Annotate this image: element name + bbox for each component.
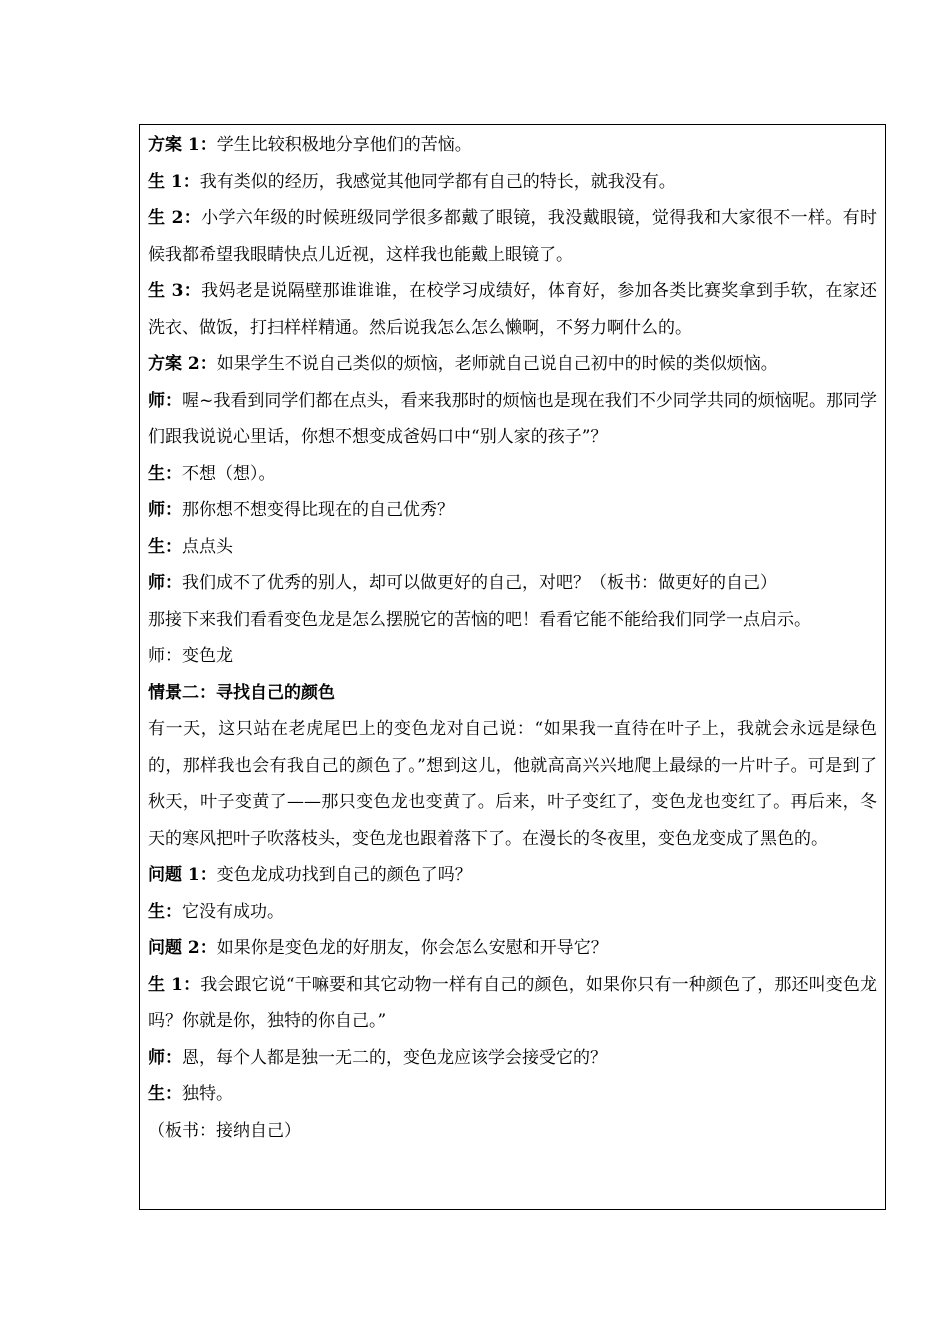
- document-frame: [139, 124, 886, 1210]
- paragraph-plan-1: [148, 127, 877, 164]
- paragraph-text: 我妈老是说隔壁那谁谁谁，在校学习成绩好，体育好，参加各类比赛奖拿到手软，在家还洗衣、做饭，打扫样样精通。然后说我怎么怎么懒啊，不努力啊什么的。: [148, 281, 878, 338]
- paragraph-text: 变色龙成功找到自己的颜色了吗？: [216, 865, 472, 885]
- paragraph-text: 我有类似的经历，我感觉其他同学都有自己的特长，就我没有。: [199, 171, 676, 192]
- paragraph-text: 如果学生不说自己类似的烦恼，老师就自己说自己初中的时候的类似烦恼。: [216, 354, 778, 374]
- paragraph-text: 师：变色龙: [148, 646, 233, 666]
- paragraph-question-1: [148, 857, 877, 894]
- paragraph-student-1: [148, 164, 877, 201]
- paragraph-student-2: [148, 200, 877, 273]
- paragraph-text: 喔~我看到同学们都在点头，看来我那时的烦恼也是现在我们不少同学共同的烦恼呢。那同学们跟我说说心里话，你想不想变成爸妈口中“别人家的孩子”？: [148, 390, 878, 447]
- paragraph-teacher-chameleon: [148, 638, 877, 675]
- speaker-label: 方案 2：: [148, 354, 217, 374]
- paragraph-student-reply-3: [148, 894, 877, 931]
- paragraph-student-3: [148, 273, 877, 346]
- paragraph-text: 我会跟它说“干嘛要和其它动物一样有自己的颜色，如果你只有一种颜色了，那还叫变色龙吗？你就是你，独特的你自己。”: [148, 974, 877, 1031]
- speaker-label: 问题 2：: [148, 938, 217, 958]
- speaker-label: 生：: [148, 901, 182, 922]
- paragraph-transition: [148, 602, 877, 639]
- speaker-label: 生 1：: [148, 171, 200, 192]
- paragraph-text: 那你想不想变得比现在的自己优秀？: [182, 500, 454, 520]
- speaker-label: 师：: [148, 500, 182, 520]
- paragraph-text: 如果你是变色龙的好朋友，你会怎么安慰和开导它？: [216, 938, 608, 958]
- document-content: [148, 127, 877, 1149]
- paragraph-student-reply-1: [148, 456, 877, 493]
- speaker-label: 生：: [148, 536, 182, 557]
- paragraph-text: 不想（想）。: [182, 463, 276, 484]
- speaker-label: 师：: [148, 573, 182, 593]
- section-heading: 情景二：寻找自己的颜色: [148, 682, 335, 703]
- paragraph-text: 那接下来我们看看变色龙是怎么摆脱它的苦恼的吧！看看它能不能给我们同学一点启示。: [148, 609, 811, 630]
- speaker-label: 生：: [148, 1084, 182, 1104]
- speaker-label: 师：: [148, 1047, 182, 1068]
- paragraph-teacher-2: [148, 492, 877, 529]
- paragraph-text: 学生比较积极地分享他们的苦恼。: [216, 135, 472, 155]
- paragraph-text: 独特。: [182, 1084, 233, 1104]
- paragraph-question-2: [148, 930, 877, 967]
- speaker-label: 师：: [148, 390, 183, 411]
- paragraph-teacher-3: [148, 565, 877, 602]
- speaker-label: 生：: [148, 463, 182, 484]
- speaker-label: 生 3：: [148, 281, 202, 301]
- paragraph-student-reply-4: [148, 1076, 877, 1113]
- paragraph-student-1-reply: [148, 967, 877, 1040]
- paragraph-text: 有一天，这只站在老虎尾巴上的变色龙对自己说：“如果我一直待在叶子上，我就会永远是绿色的，那样我也会有我自己的颜色了。”想到这儿，他就高高兴兴地爬上最绿的一片叶子。可是到了秋天，叶子变黄了——那只变色龙也变黄了。后来，叶子变红了，变色龙也变红了。再后来，冬天的寒风把叶子吹落枝头，变色龙也跟着落下了。在漫长的冬夜里，变色龙变成了黑色的。: [148, 719, 877, 849]
- paragraph-text: 小学六年级的时候班级同学很多都戴了眼镜，我没戴眼镜，觉得我和大家很不一样。有时候我都希望我眼睛快点儿近视，这样我也能戴上眼镜了。: [148, 208, 878, 265]
- speaker-label: 生 2：: [148, 208, 202, 228]
- paragraph-text: 恩，每个人都是独一无二的，变色龙应该学会接受它的？: [182, 1047, 607, 1068]
- paragraph-teacher-1: [148, 383, 877, 456]
- speaker-label: 问题 1：: [148, 865, 217, 885]
- speaker-label: 方案 1：: [148, 135, 217, 155]
- paragraph-student-reply-2: [148, 529, 877, 566]
- paragraph-text: 我们成不了优秀的别人，却可以做更好的自己，对吧？（板书：做更好的自己）: [182, 573, 777, 593]
- paragraph-text: 它没有成功。: [182, 901, 284, 922]
- speaker-label: 生 1：: [148, 974, 201, 995]
- paragraph-board-note: [148, 1113, 877, 1150]
- section-heading-scene-2: [148, 675, 877, 712]
- paragraph-plan-2: [148, 346, 877, 383]
- paragraph-teacher-4: [148, 1040, 877, 1077]
- paragraph-story: [148, 711, 877, 857]
- paragraph-text: 点点头: [182, 536, 233, 557]
- paragraph-text: （板书：接纳自己）: [148, 1120, 301, 1141]
